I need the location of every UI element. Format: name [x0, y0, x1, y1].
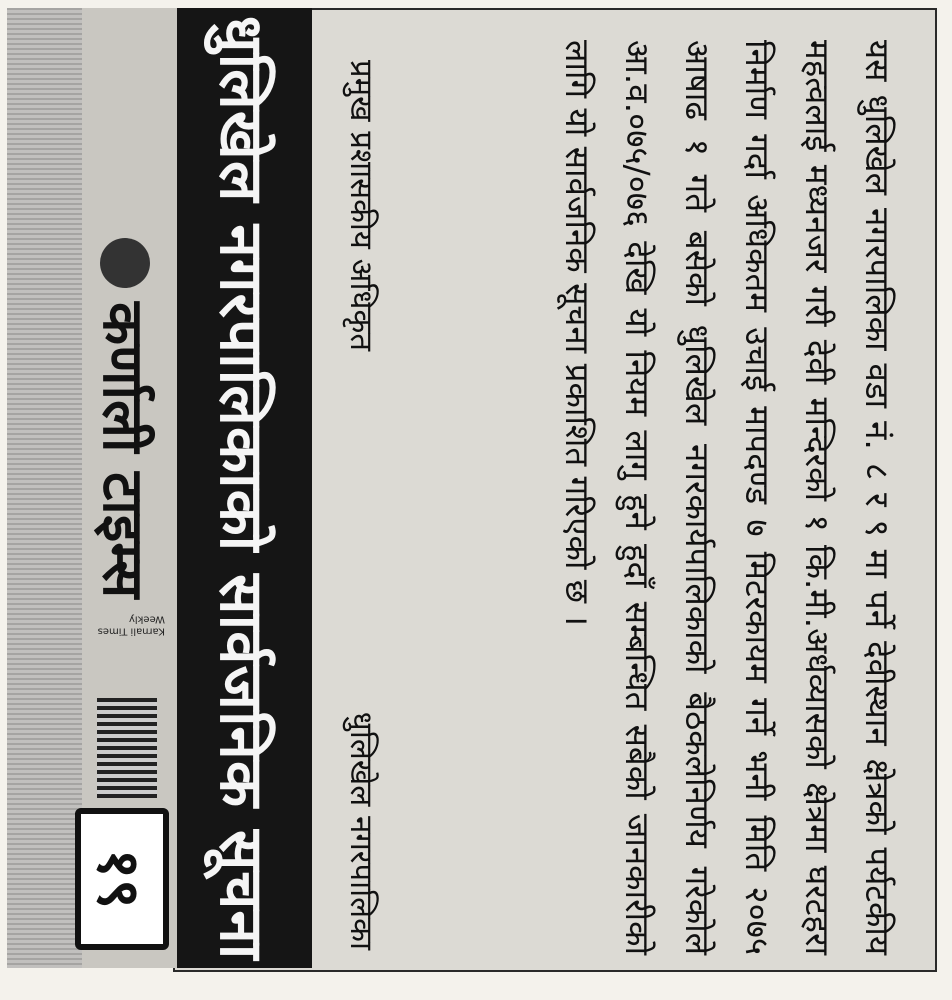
- signature-title: प्रमुख प्रशासकीय अधिकृत: [343, 60, 379, 352]
- notice-body: [317, 40, 907, 955]
- masthead-texture: [7, 8, 82, 968]
- paper-logo: [85, 238, 165, 688]
- paper-name: कर्णाली टाइम्स: [90, 302, 155, 599]
- notice-signature: [332, 60, 392, 950]
- signature-org: धुलिखेल नगरपालिका: [343, 711, 379, 950]
- masthead: [7, 8, 177, 968]
- paper-subtitle: Karnali Times Weekly: [97, 613, 165, 637]
- notice-headline: धुलिखेल नगरपालिकाको सार्वजनिक सूचना: [177, 8, 312, 968]
- page-number: १९: [75, 808, 169, 950]
- notice-body-text: यस धुलिखेल नगरपालिका वडा नं. ८ र ९ मा पर्ने देवीस्थान क्षेत्रको पर्यटकीय महत्वलाई मध्यनजर गरी देवी मन्दिरको १ कि.मी.अर्धव्यासको क्षेत्रमा घरटहरा निर्माण गर्दा अधिकतम उचाई मापदण्ड ७ मिटरकायम गर्ने भनी मिति २०७५ आषाढ १ गते बसेको धुलिखेल नगरकार्यपालिकाको बैठकलेनिर्णय गरेकोले आ.व.०७५/०७६ देखि यो नियम लागु हुने हुदाँ सम्बन्धित सबैको जानकारीको लागि यो सार्वजनिक सूचना प्रकाशित गरिएको छ ।: [558, 40, 897, 955]
- masthead-rule-bars: [97, 698, 157, 798]
- emblem-icon: [100, 238, 150, 288]
